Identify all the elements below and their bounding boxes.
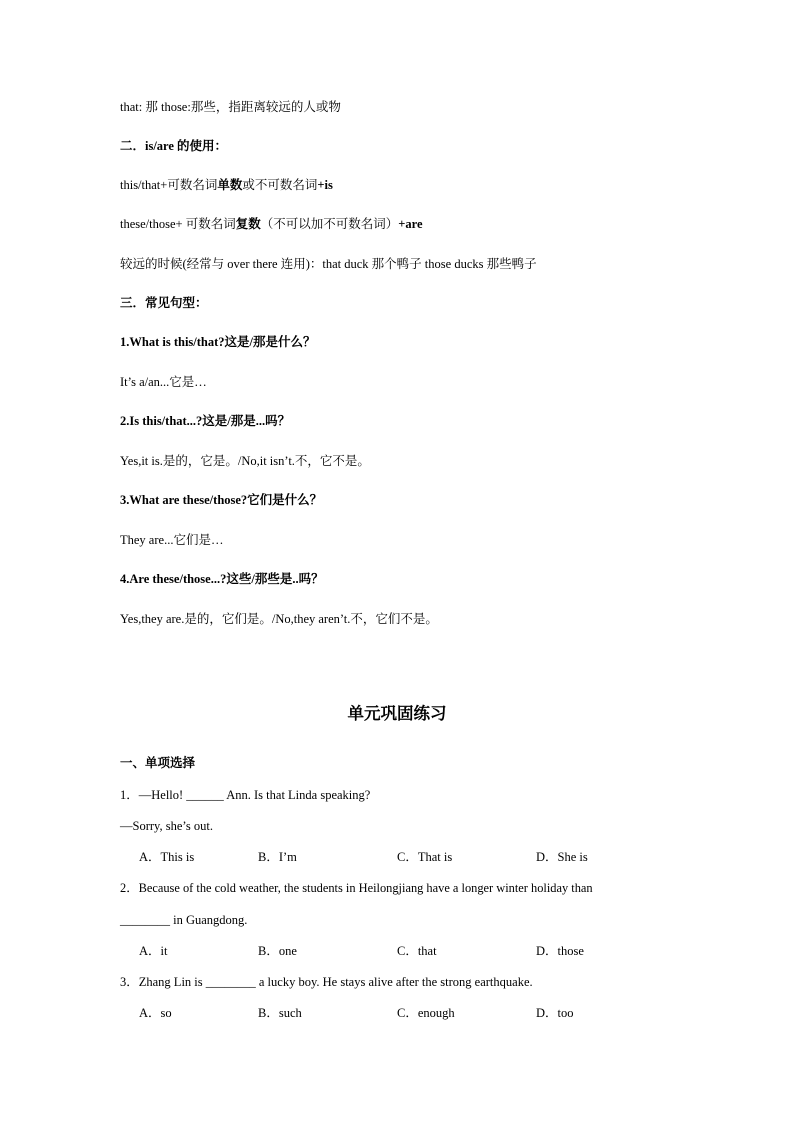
pattern-answer-1: It’s a/an...它是… xyxy=(120,375,207,389)
pattern-question-4: 4.Are these/those...?这些/那些是..吗？ xyxy=(120,572,324,586)
rule-text: this/that+可数名词 xyxy=(120,178,218,192)
note-distance: 较远的时候(经常与 over there 连用)：that duck 那个鸭子 those ducks 那些鸭子 xyxy=(120,257,537,271)
heading-patterns: 三．常见句型： xyxy=(120,296,208,310)
question-1-stem: 1．—Hello! ______ Ann. Is that Linda speaking? xyxy=(120,788,371,802)
pattern-question-1: 1.What is this/that?这是/那是什么？ xyxy=(120,335,316,349)
question-3-option-d: D．too xyxy=(536,1006,574,1020)
rule-text: these/those+ 可数名词 xyxy=(120,217,236,231)
question-2-option-b: B．one xyxy=(258,944,297,958)
question-2-option-d: D．those xyxy=(536,944,584,958)
question-1-response: —Sorry, she’s out. xyxy=(120,819,213,833)
question-2-stem: 2．Because of the cold weather, the students in Heilongjiang have a longer winter holiday than xyxy=(120,881,593,895)
rule-emphasis: 单数 xyxy=(217,178,243,192)
pattern-answer-2: Yes,it is.是的，它是。/No,it isn’t.不，它不是。 xyxy=(120,454,370,468)
rule-these-those xyxy=(120,218,423,231)
question-2-option-a: A．it xyxy=(139,944,168,958)
note-that-those: that: 那 those:那些，指距离较远的人或物 xyxy=(120,100,341,114)
heading-is-are: 二．is/are 的使用： xyxy=(120,139,228,153)
pattern-answer-3: They are...它们是… xyxy=(120,533,224,547)
exercise-title: 单元巩固练习 xyxy=(347,704,447,723)
question-1-option-a: A．This is xyxy=(139,850,195,864)
rule-text: 或不可数名词 xyxy=(242,178,318,192)
rule-emphasis: +is xyxy=(317,178,333,192)
pattern-question-3: 3.What are these/those?它们是什么？ xyxy=(120,493,323,507)
exercise-section-heading: 一、单项选择 xyxy=(120,756,196,770)
question-3-stem: 3．Zhang Lin is ________ a lucky boy. He stays alive after the strong earthquake. xyxy=(120,975,533,989)
pattern-question-2: 2.Is this/that...?这是/那是...吗？ xyxy=(120,414,291,428)
rule-text: （不可以加不可数名词） xyxy=(260,217,399,231)
pattern-answer-4: Yes,they are.是的，它们是。/No,they aren’t.不，它们不是。 xyxy=(120,612,438,626)
question-3-option-a: A．so xyxy=(139,1006,172,1020)
rule-emphasis: 复数 xyxy=(235,217,261,231)
question-2-stem-continued: ________ in Guangdong. xyxy=(120,913,248,927)
rule-emphasis: +are xyxy=(398,217,423,231)
question-1-option-c: C．That is xyxy=(397,850,453,864)
rule-this-that xyxy=(120,179,333,192)
question-1-option-b: B．I’m xyxy=(258,850,297,864)
question-1-option-d: D．She is xyxy=(536,850,588,864)
question-3-option-b: B．such xyxy=(258,1006,302,1020)
question-3-option-c: C．enough xyxy=(397,1006,455,1020)
question-2-option-c: C．that xyxy=(397,944,437,958)
